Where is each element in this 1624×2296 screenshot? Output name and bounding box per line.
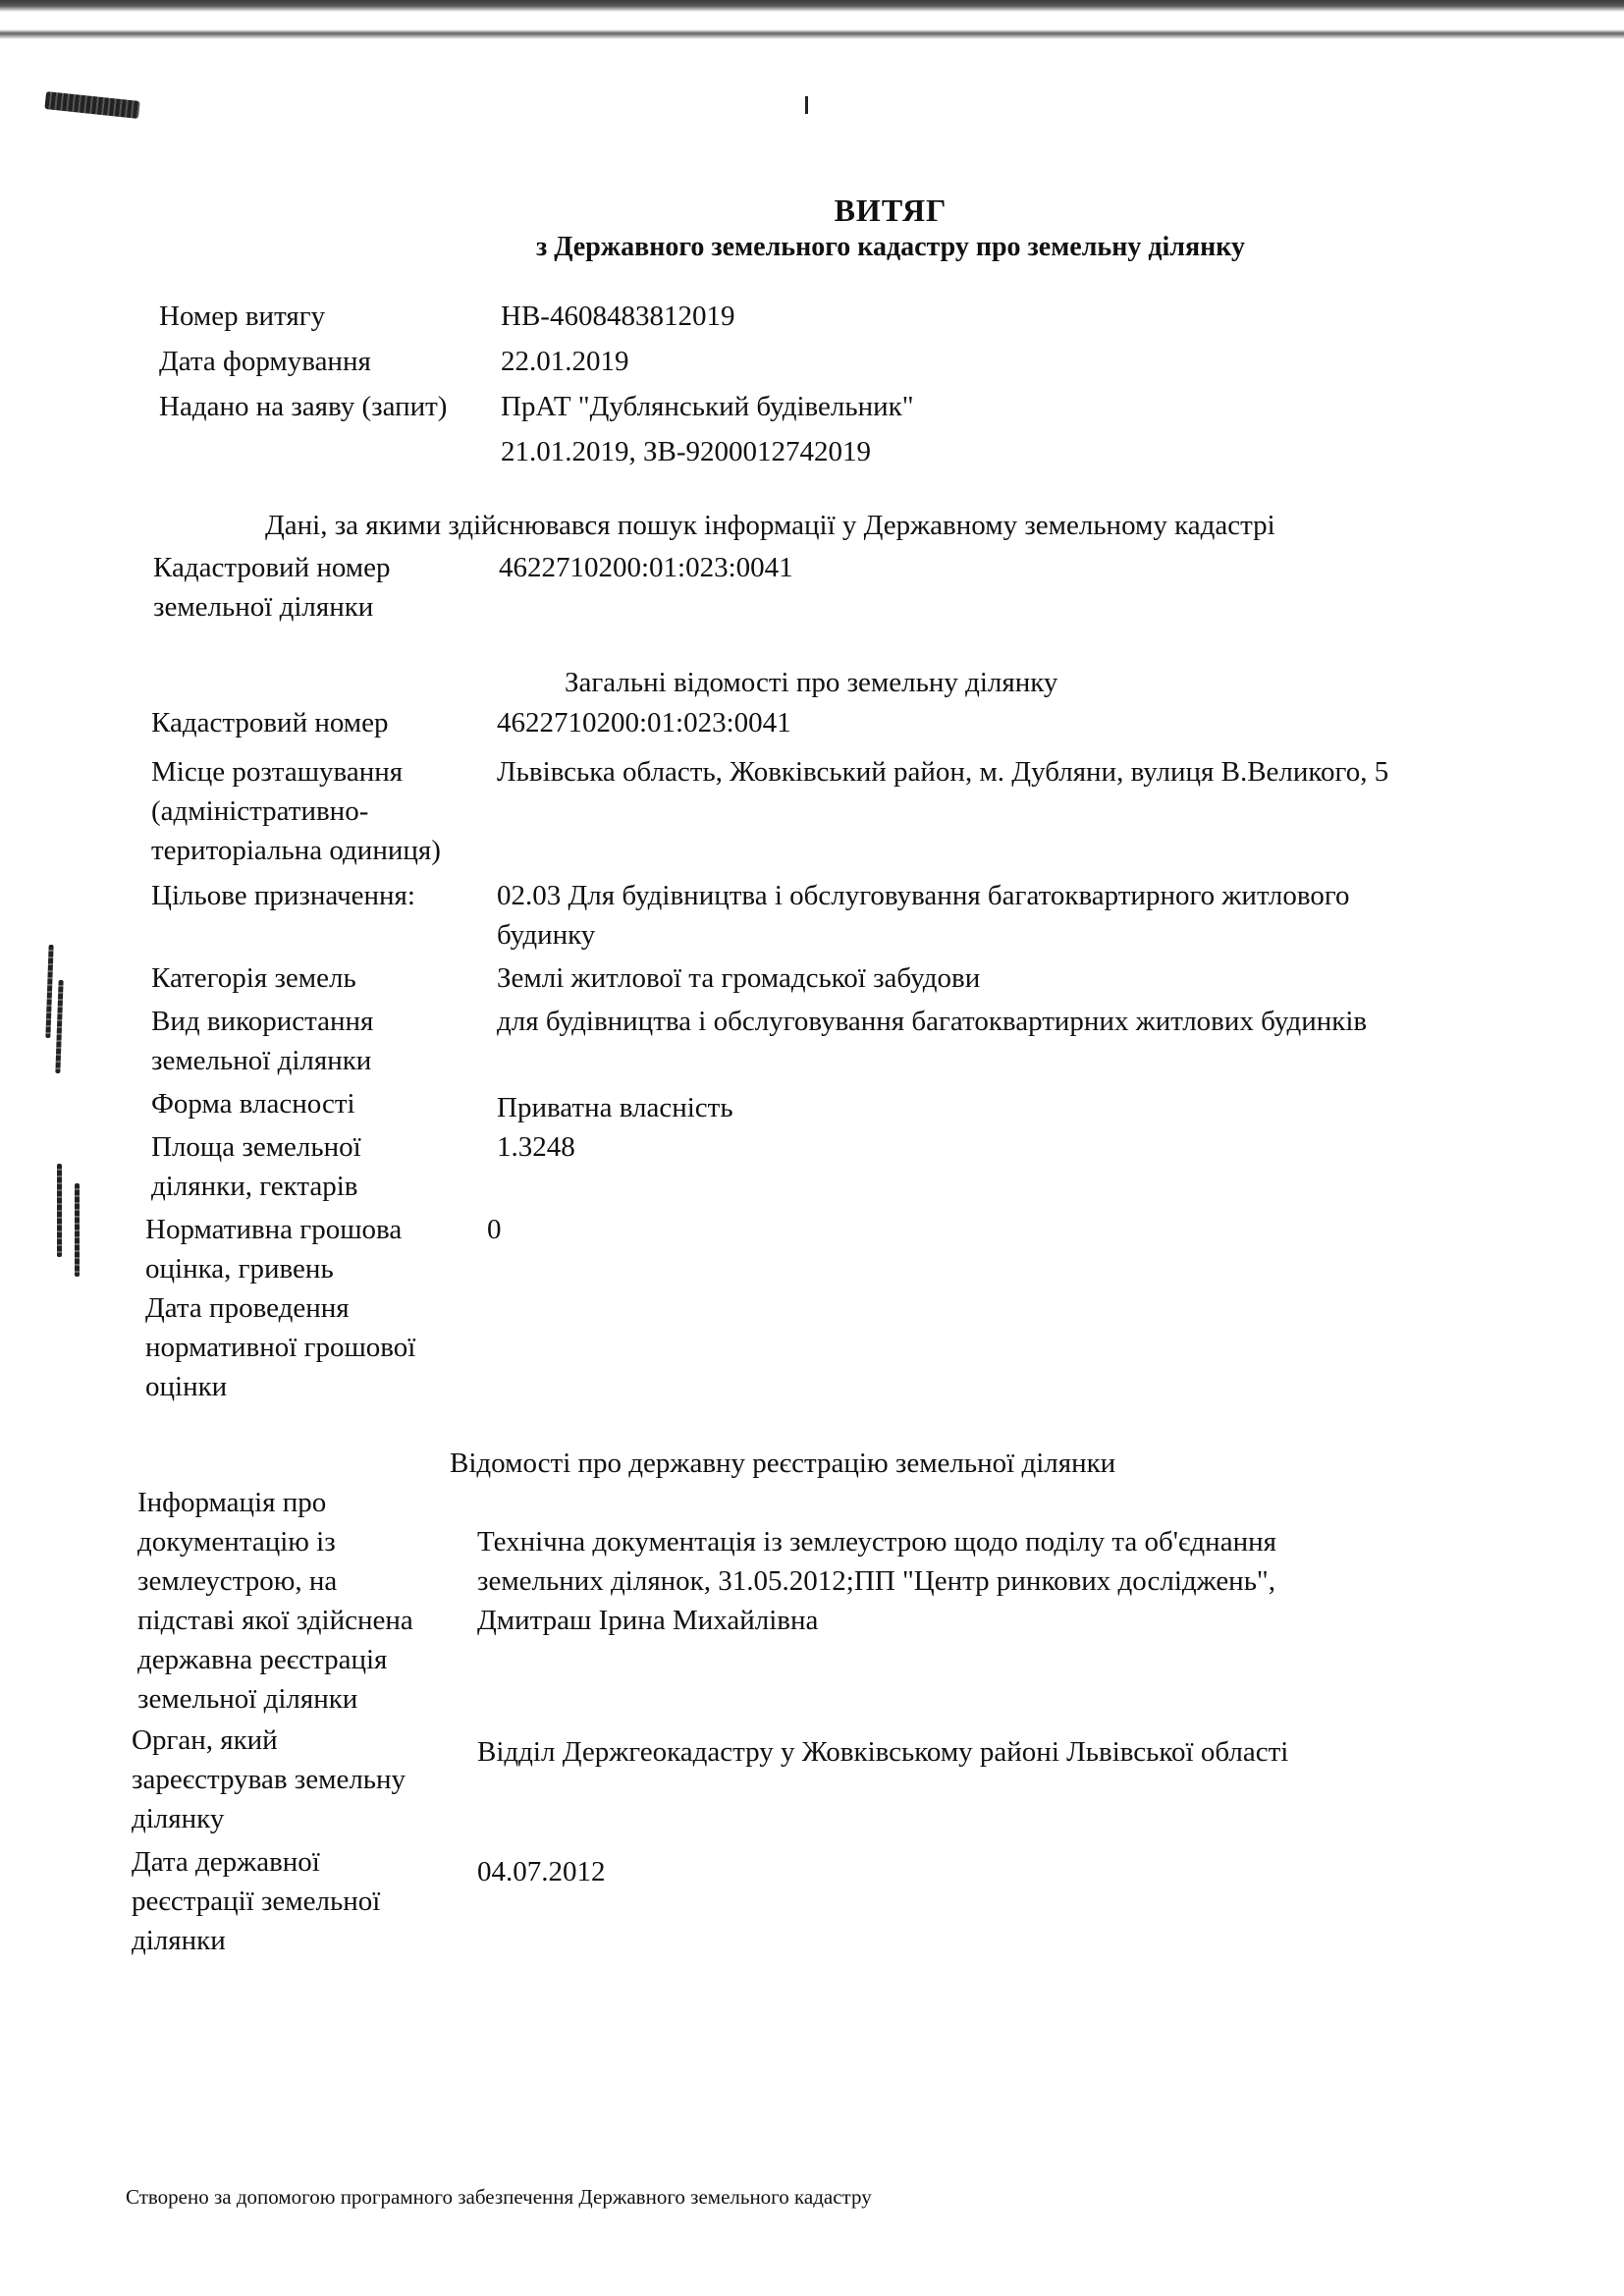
location-row-3 [151,831,441,870]
extract-number-label: Номер витягу [159,301,326,332]
authority-label-line: зареєстрував земельну [132,1764,406,1795]
docs-value-line: Технічна документація із землеустрою щодо поділу та об'єднання [477,1526,1276,1558]
authority-value: Відділ Держгеокадастру у Жовківському районі Львівської області [477,1736,1289,1768]
general-cadastral-label: Кадастровий номер [151,707,389,738]
binding-hole-mark [55,980,63,1073]
use-label: Вид використання [151,1006,374,1037]
scan-tick-mark [805,96,808,114]
location-label: Місце розташування [151,756,404,788]
valuation-label-2: оцінка, гривень [145,1253,334,1285]
general-cadastral-row [151,703,791,742]
valuation-date-row [145,1288,350,1328]
binding-hole-mark [57,1164,62,1257]
docs-label-line: Інформація про [137,1487,327,1518]
search-cadastral-label: Кадастровий номер [153,552,391,583]
valuation-date-label: Дата проведення [145,1292,350,1324]
valuation-date-label-2: нормативної грошової [145,1332,416,1363]
formation-date-row [159,342,629,381]
valuation-label: Нормативна грошова [145,1214,403,1245]
docs-label-line: землеустрою, на [137,1565,338,1597]
docs-label-line: підставі якої здійснена [137,1605,413,1636]
area-label-2: ділянки, гектарів [151,1171,358,1202]
search-section-title: Дані, за якими здійснювався пошук інформації у Державному земельному кадастрі [265,510,1275,541]
docs-label-line: державна реєстрація [137,1644,388,1675]
reg-date-label-line: реєстрації земельної [132,1886,381,1917]
extract-number-row [159,297,734,336]
category-label: Категорія земель [151,962,356,994]
area-row [151,1127,575,1167]
category-value: Землі житлової та громадської забудови [497,962,981,994]
location-row-2 [151,792,368,831]
reg-date-label [132,1842,380,1960]
reg-date-value: 04.07.2012 [477,1856,606,1887]
ownership-label: Форма власності [151,1088,355,1120]
document-subtitle: з Державного земельного кадастру про земельну ділянку [535,232,1246,262]
reg-date-label-line: ділянки [132,1925,226,1956]
valuation-row-2 [145,1249,334,1288]
valuation-row [145,1210,502,1249]
search-cadastral-row-2 [153,587,373,627]
location-label-2: (адміністративно- [151,795,369,827]
ownership-row [151,1084,733,1127]
area-label: Площа земельної [151,1131,361,1163]
docs-value-line: земельних ділянок, 31.05.2012;ПП "Центр ринкових досліджень", [477,1565,1276,1597]
staple-mark [44,91,139,119]
use-value: для будівництва і обслуговування багатоквартирних житлових будинків [497,1006,1368,1037]
document-title: ВИТЯГ [834,192,947,228]
purpose-value-line1: 02.03 Для будівництва і обслуговування багатоквартирного житлового [497,880,1350,911]
valuation-date-row-3 [145,1367,227,1406]
area-value: 1.3248 [497,1131,575,1163]
request-ref-row [501,432,871,471]
request-reference: 21.01.2019, ЗВ-9200012742019 [501,436,872,467]
scan-edge-artifact [0,0,1624,45]
general-cadastral-number: 4622710200:01:023:0041 [497,707,791,738]
use-label-2: земельної ділянки [151,1045,372,1076]
purpose-row-2 [497,915,595,955]
valuation-date-label-3: оцінки [145,1371,228,1402]
formation-date-value: 22.01.2019 [501,346,629,377]
use-row [151,1002,1367,1041]
purpose-row [151,876,1350,915]
extract-number-value: НВ-4608483812019 [501,301,735,332]
valuation-value: 0 [487,1214,502,1245]
area-row-2 [151,1167,358,1206]
reg-date-label-line: Дата державної [132,1846,320,1878]
request-applicant: ПрАТ "Дублянський будівельник" [501,391,914,422]
request-row [159,387,914,426]
binding-hole-mark [45,945,53,1038]
location-label-3: територіальна одиниця) [151,835,441,866]
location-row [151,752,1388,792]
docs-label-line: документацію із [137,1526,336,1558]
request-label: Надано на заяву (запит) [159,391,448,422]
authority-label [132,1721,406,1838]
docs-label-line: земельної ділянки [137,1683,358,1715]
use-row-2 [151,1041,371,1080]
search-cadastral-label-2: земельної ділянки [153,591,374,623]
purpose-label: Цільове призначення: [151,880,415,911]
docs-value [477,1522,1276,1640]
registration-section-title: Відомості про державну реєстрацію земельної ділянки [450,1448,1116,1479]
search-cadastral-row [153,548,793,587]
footer-note: Створено за допомогою програмного забезпечення Державного земельного кадастру [126,2185,872,2209]
binding-hole-mark [75,1183,80,1277]
docs-label [137,1483,413,1719]
location-value: Львівська область, Жовківський район, м. Дубляни, вулиця В.Великого, 5 [497,756,1389,788]
purpose-value-line2: будинку [497,919,596,951]
general-section-title: Загальні відомості про земельну ділянку [565,667,1058,698]
valuation-date-row-2 [145,1328,415,1367]
authority-label-line: ділянку [132,1803,225,1834]
search-cadastral-number: 4622710200:01:023:0041 [499,552,793,583]
formation-date-label: Дата формування [159,346,371,377]
ownership-value: Приватна власність [497,1092,733,1123]
docs-value-line: Дмитраш Ірина Михайлівна [477,1605,819,1636]
authority-label-line: Орган, який [132,1724,278,1756]
category-row [151,958,980,998]
